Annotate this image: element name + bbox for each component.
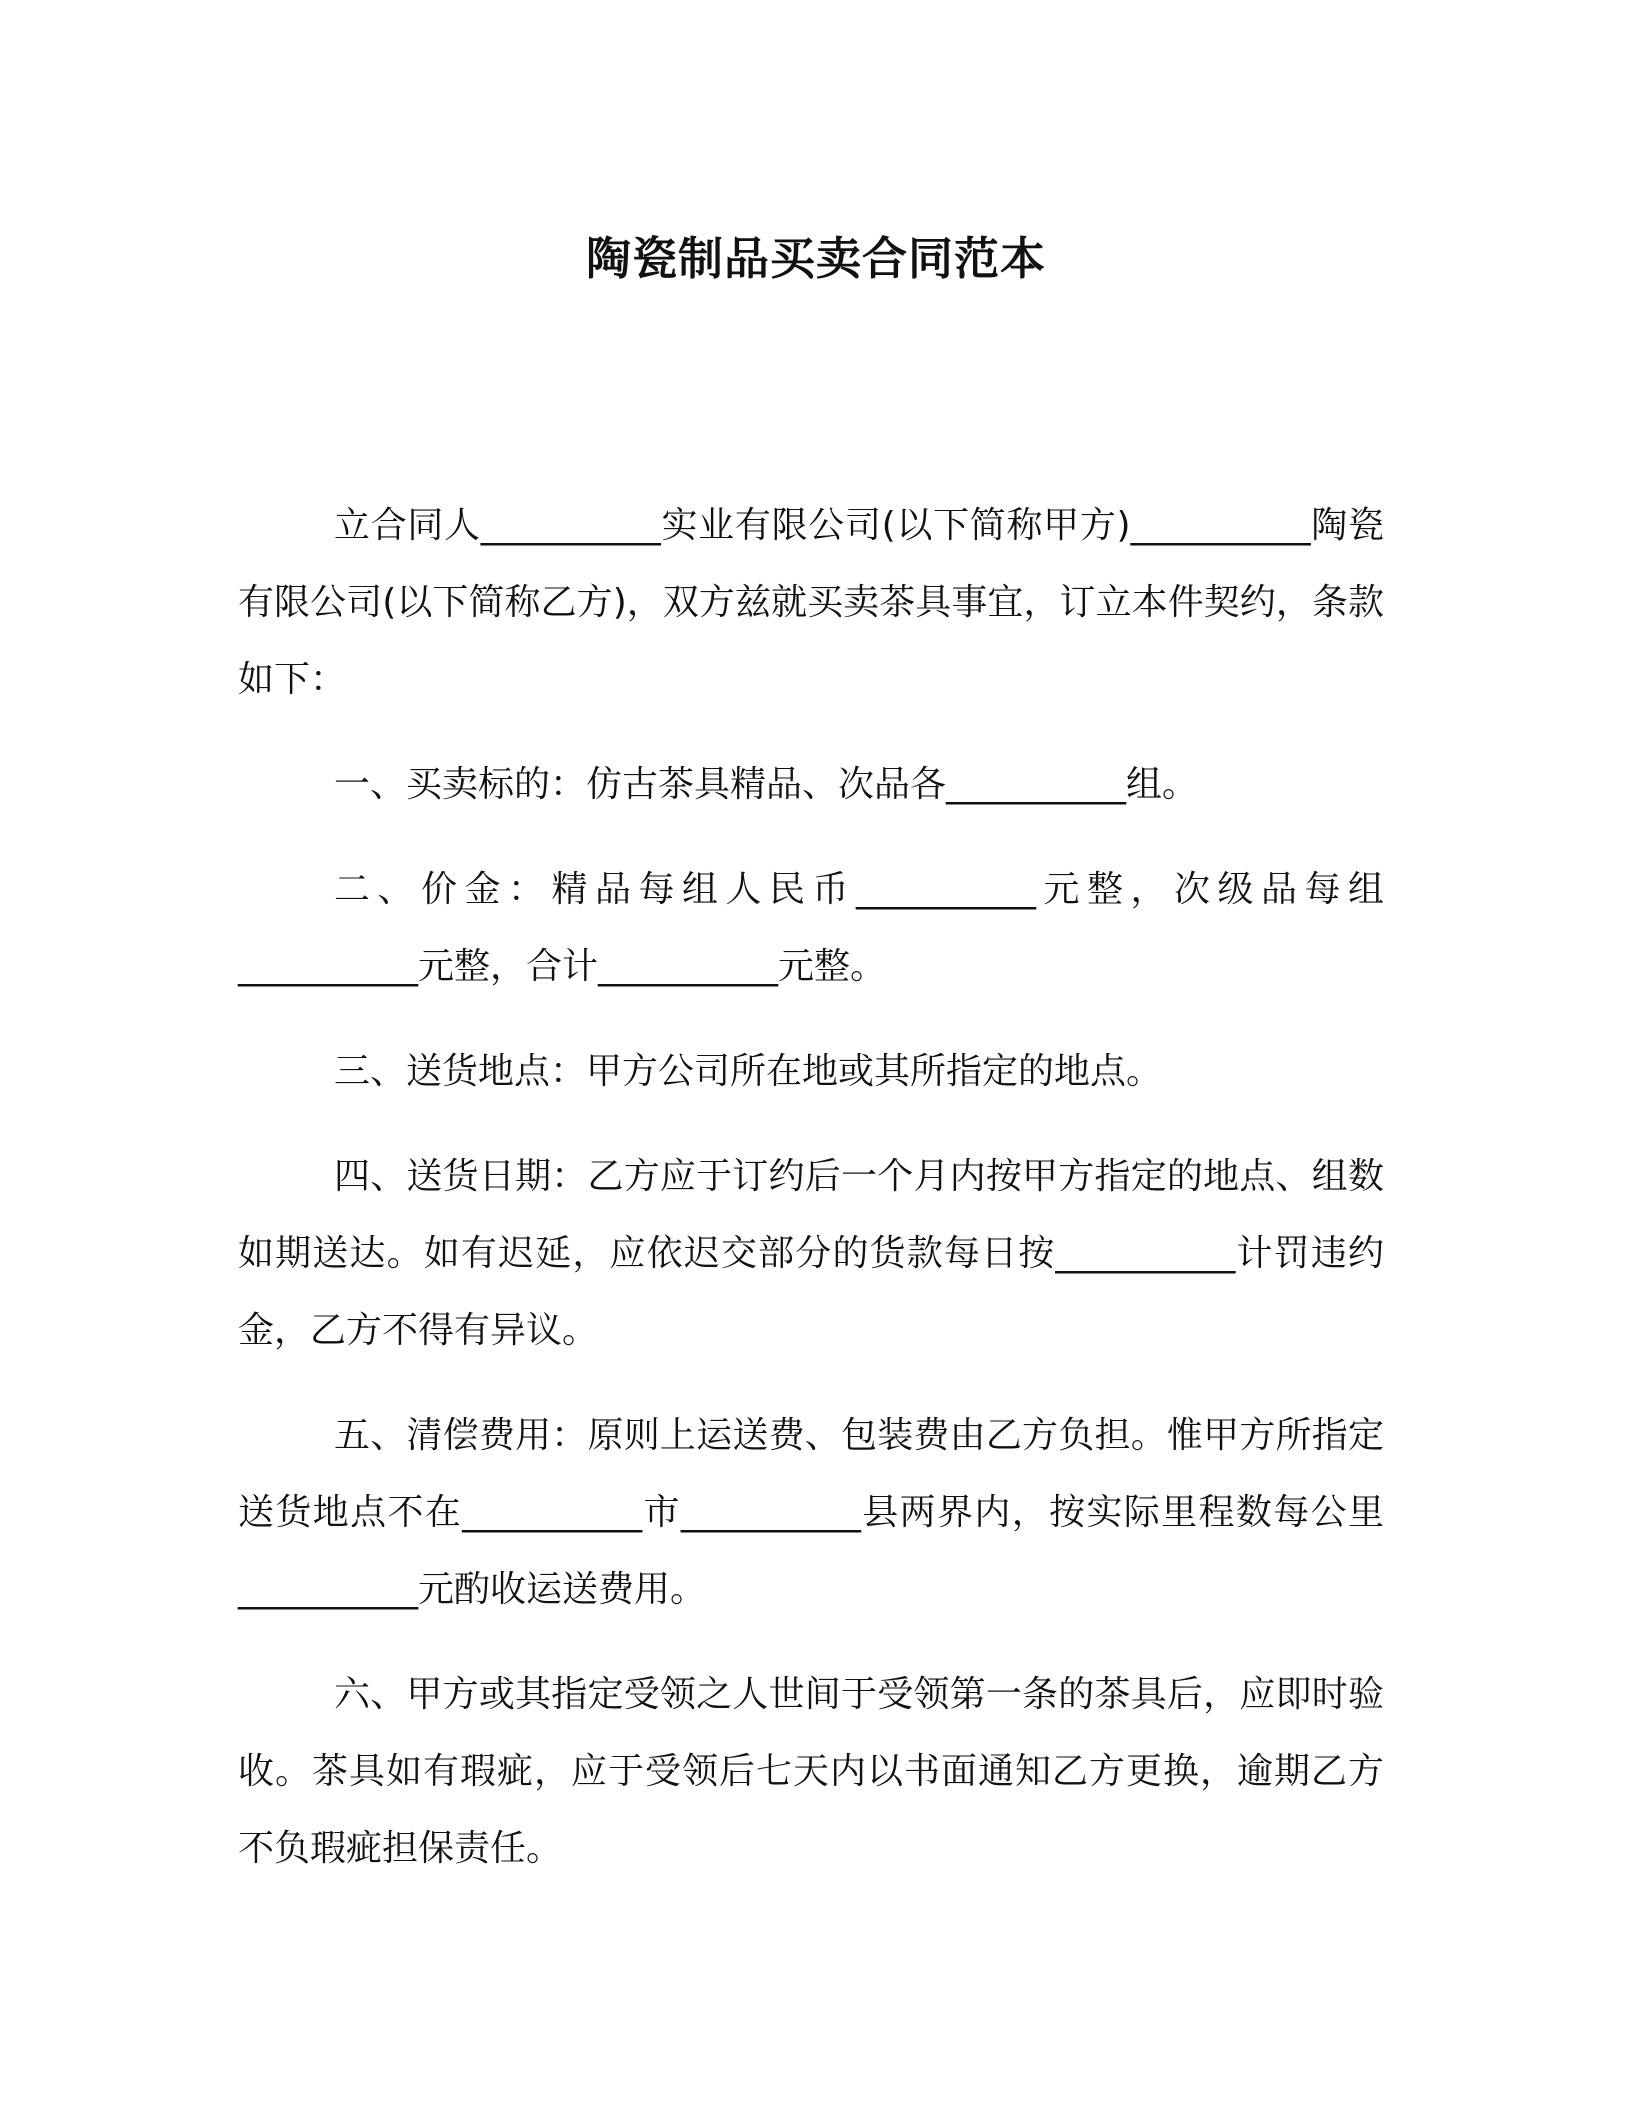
clause-3-delivery-place: 三、送货地点：甲方公司所在地或其所指定的地点。	[334, 1051, 1163, 1092]
paragraph-preamble: 立合同人__________实业有限公司(以下简称甲方)__________陶瓷有限公司(以下简称乙方)，双方兹就买卖茶具事宜，订立本件契约，条款如下：	[238, 505, 1384, 700]
clause-2-price: 二、价金：精品每组人民币__________元整，次级品每组__________元整，合计__________元整。	[238, 869, 1384, 987]
document-body	[238, 487, 1384, 1915]
document-title: 陶瓷制品买卖合同范本	[585, 232, 1046, 285]
clause-4-delivery-date: 四、送货日期：乙方应于订约后一个月内按甲方指定的地点、组数如期送达。如有迟延，应依迟交部分的货款每日按__________计罚违约金，乙方不得有异议。	[238, 1156, 1384, 1351]
clause-5-costs: 五、清偿费用：原则上运送费、包装费由乙方负担。惟甲方所指定送货地点不在__________市__________县两界内，按实际里程数每公里__________元酌收运送费用。	[238, 1415, 1384, 1610]
clause-6-inspection: 六、甲方或其指定受领之人世间于受领第一条的茶具后，应即时验收。茶具如有瑕疵，应于受领后七天内以书面通知乙方更换，逾期乙方不负瑕疵担保责任。	[238, 1674, 1384, 1869]
clause-1-subject: 一、买卖标的：仿古茶具精品、次品各__________组。	[334, 764, 1199, 805]
